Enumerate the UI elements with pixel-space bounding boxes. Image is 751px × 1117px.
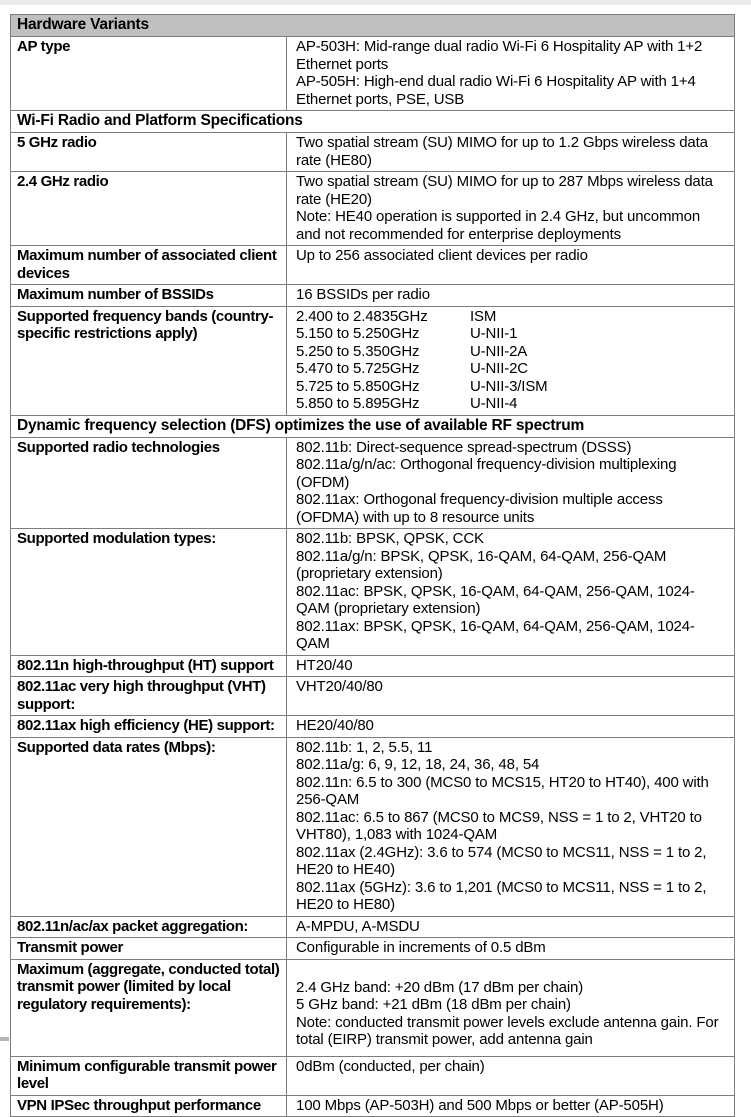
- spec-value-line: 5 GHz band: +21 dBm (18 dBm per chain): [296, 996, 571, 1013]
- frequency-range: 2.400 to 2.4835GHz: [296, 307, 428, 325]
- band-name: U-NII-1: [470, 325, 518, 342]
- spec-row: [11, 528, 734, 655]
- spec-value-line: AP-503H: Mid-range dual radio Wi-Fi 6 Hospitality AP with 1+2 Ethernet ports: [296, 38, 703, 73]
- spec-row: [11, 937, 734, 959]
- spec-row: [11, 437, 734, 529]
- spec-value: [287, 285, 734, 306]
- spec-value: [287, 917, 734, 938]
- spec-value-line: A-MPDU, A-MSDU: [296, 917, 420, 935]
- spec-value-line: AP-505H: High-end dual radio Wi-Fi 6 Hospitality AP with 1+4 Ethernet ports, PSE, USB: [296, 73, 696, 108]
- spec-value-line: 0dBm (conducted, per chain): [296, 1057, 485, 1075]
- band-name: U-NII-2A: [470, 342, 528, 360]
- spec-table: [10, 14, 735, 1117]
- section-title: Hardware Variants: [17, 16, 149, 33]
- frequency-range: 5.250 to 5.350GHz: [296, 342, 420, 360]
- spec-value-line: 802.11b: Direct-sequence spread-spectrum (DSSS): [296, 438, 632, 456]
- spec-value-line: HT20/40: [296, 656, 353, 674]
- spec-value-line: 100 Mbps (AP-503H) and 500 Mbps or better (AP-505H): [296, 1096, 664, 1114]
- spec-row: [11, 36, 734, 110]
- spec-row: [11, 284, 734, 306]
- spec-value: [287, 656, 734, 677]
- frequency-range: 5.850 to 5.895GHz: [296, 395, 420, 412]
- spec-value-line: 802.11ax: Orthogonal frequency-division multiple access (OFDMA) with up to 8 resource units: [296, 491, 663, 526]
- spec-label: Transmit power: [11, 938, 287, 959]
- frequency-band-line: [296, 378, 728, 396]
- spec-value: [287, 307, 734, 415]
- spec-value: [287, 1096, 734, 1117]
- spec-value: [287, 438, 734, 529]
- spec-label: Maximum number of associated client devices: [11, 246, 287, 284]
- band-name: U-NII-4: [470, 395, 518, 412]
- spec-row: [11, 132, 734, 171]
- spec-value: [287, 529, 734, 655]
- spec-value-line: 802.11ax (5GHz): 3.6 to 1,201 (MCS0 to MCS11, NSS = 1 to 2, HE20 to HE80): [296, 878, 707, 913]
- spec-row: [11, 737, 734, 916]
- spec-value-line: Two spatial stream (SU) MIMO for up to 1.2 Gbps wireless data rate (HE80): [296, 134, 708, 169]
- spec-row: [11, 916, 734, 938]
- frequency-range: 5.470 to 5.725GHz: [296, 360, 420, 377]
- spec-row: [11, 306, 734, 415]
- spec-value-line: 802.11n: 6.5 to 300 (MCS0 to MCS15, HT20 to HT40), 400 with 256-QAM: [296, 773, 709, 808]
- spec-value: [287, 716, 734, 737]
- spec-value-line: Configurable in increments of 0.5 dBm: [296, 939, 546, 956]
- spec-row: [11, 655, 734, 677]
- page-corner-mark: [0, 1037, 9, 1041]
- spec-value-line: 802.11b: 1, 2, 5.5, 11: [296, 738, 433, 756]
- spec-value: [287, 37, 734, 110]
- spec-value-line: VHT20/40/80: [296, 678, 383, 695]
- spec-value-line: 802.11ax (2.4GHz): 3.6 to 574 (MCS0 to MCS11, NSS = 1 to 2, HE20 to HE40): [296, 843, 707, 878]
- frequency-range: 5.150 to 5.250GHz: [296, 325, 420, 342]
- section-header-row: [11, 415, 734, 437]
- section-header-row: [11, 15, 734, 36]
- spec-value: [287, 738, 734, 916]
- frequency-band-line: [296, 343, 728, 361]
- spec-label: Maximum number of BSSIDs: [11, 285, 287, 306]
- spec-label: AP type: [11, 37, 287, 110]
- spec-value-line: Note: conducted transmit power levels exclude antenna gain. For total (EIRP) transmit power, add antenna gain: [296, 1013, 719, 1048]
- spec-value: [287, 938, 734, 959]
- spec-value-line: 802.11ax: BPSK, QPSK, 16-QAM, 64-QAM, 256-QAM, 1024-QAM: [296, 617, 695, 652]
- spec-label: Supported data rates (Mbps):: [11, 738, 287, 916]
- spec-row: [11, 676, 734, 715]
- frequency-band-line: [296, 360, 728, 378]
- spec-label: 2.4 GHz radio: [11, 172, 287, 245]
- spec-value-line: 802.11ac: 6.5 to 867 (MCS0 to MCS9, NSS = 1 to 2, VHT20 to VHT80), 1,083 with 1024-QAM: [296, 808, 702, 843]
- frequency-band-line: [296, 395, 728, 413]
- spec-row: [11, 245, 734, 284]
- spec-label: 802.11n/ac/ax packet aggregation:: [11, 917, 287, 938]
- spec-value-line: 2.4 GHz band: +20 dBm (17 dBm per chain): [296, 978, 584, 996]
- spec-value: [287, 172, 734, 245]
- spec-label: 5 GHz radio: [11, 133, 287, 171]
- spec-value-line: 802.11ac: BPSK, QPSK, 16-QAM, 64-QAM, 256-QAM, 1024-QAM (proprietary extension): [296, 582, 695, 617]
- spec-value-line: HE20/40/80: [296, 717, 374, 734]
- frequency-band-line: [296, 308, 728, 326]
- section-header-row: [11, 110, 734, 132]
- spec-row: [11, 715, 734, 737]
- spec-label: 802.11ac very high throughput (VHT) support:: [11, 677, 287, 715]
- band-name: ISM: [470, 307, 497, 325]
- spec-row: [11, 171, 734, 245]
- spec-label: VPN IPSec throughput performance: [11, 1096, 287, 1117]
- spec-label: 802.11ax high efficiency (HE) support:: [11, 716, 287, 737]
- spec-label: 802.11n high-throughput (HT) support: [11, 656, 287, 677]
- spec-value: [287, 133, 734, 171]
- band-name: U-NII-3/ISM: [470, 377, 548, 395]
- spec-value-line: 802.11b: BPSK, QPSK, CCK: [296, 530, 484, 547]
- spec-row: [11, 1095, 734, 1117]
- band-name: U-NII-2C: [470, 360, 528, 377]
- spec-value-line: Two spatial stream (SU) MIMO for up to 287 Mbps wireless data rate (HE20): [296, 173, 713, 208]
- spec-value-line: 802.11a/g/n/ac: Orthogonal frequency-division multiplexing (OFDM): [296, 456, 677, 491]
- spec-label: Supported radio technologies: [11, 438, 287, 529]
- spec-value: [287, 246, 734, 284]
- spec-value-line: 802.11a/g: 6, 9, 12, 18, 24, 36, 48, 54: [296, 756, 540, 773]
- spec-label: Supported frequency bands (country-specific restrictions apply): [11, 307, 287, 415]
- spec-row: [11, 1056, 734, 1095]
- spec-value-line: 802.11a/g/n: BPSK, QPSK, 16-QAM, 64-QAM, 256-QAM (proprietary extension): [296, 547, 667, 582]
- spec-label: Minimum configurable transmit power level: [11, 1057, 287, 1095]
- spec-value-line: Up to 256 associated client devices per radio: [296, 247, 588, 264]
- section-title: Wi-Fi Radio and Platform Specifications: [17, 112, 303, 129]
- frequency-range: 5.725 to 5.850GHz: [296, 377, 420, 395]
- spec-label: Supported modulation types:: [11, 529, 287, 655]
- spec-value: [287, 960, 734, 1056]
- spec-value: [287, 1057, 734, 1095]
- section-title: Dynamic frequency selection (DFS) optimizes the use of available RF spectrum: [17, 416, 585, 434]
- spec-value: [287, 677, 734, 715]
- spec-value-line: 16 BSSIDs per radio: [296, 286, 430, 303]
- page-top-strip: [0, 0, 751, 5]
- frequency-band-line: [296, 325, 728, 343]
- spec-value-line: Note: HE40 operation is supported in 2.4 GHz, but uncommon and not recommended for enterprise deployments: [296, 208, 701, 243]
- spec-label: Maximum (aggregate, conducted total) transmit power (limited by local regulatory requirements):: [11, 960, 287, 1056]
